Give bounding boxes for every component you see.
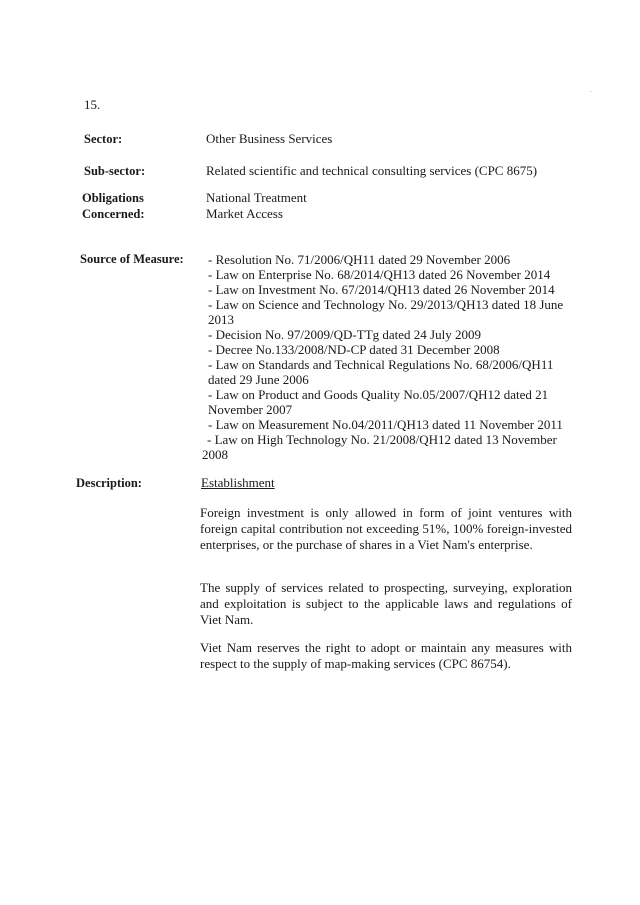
source-line: - Decree No.133/2008/ND-CP dated 31 December 2008 — [208, 342, 500, 357]
source-line: - Law on Product and Goods Quality No.05/2007/QH12 dated 21 — [208, 387, 549, 402]
description-heading: Establishment — [201, 475, 275, 490]
entry-number: 15. — [84, 97, 101, 112]
sector-label: Sector: — [84, 132, 123, 146]
obligations-label-line2: Concerned: — [82, 207, 145, 221]
obligations-label — [82, 190, 145, 222]
obligations-values — [206, 190, 307, 222]
description-paragraph: Viet Nam reserves the right to adopt or maintain any measures with respect to the supply of map-making services (CPC 86754). — [200, 640, 572, 671]
source-line: - Law on Investment No. 67/2014/QH13 dated 26 November 2014 — [208, 282, 555, 297]
sub-sector-value: Related scientific and technical consulting services (CPC 8675) — [206, 163, 538, 178]
source-line: dated 29 June 2006 — [208, 372, 309, 387]
obligation-item: National Treatment — [206, 190, 307, 205]
source-line: - Law on High Technology No. 21/2008/QH12 dated 13 November — [207, 432, 557, 447]
obligation-item: Market Access — [206, 206, 283, 221]
source-line: 2008 — [202, 447, 228, 462]
source-of-measure-list — [202, 252, 582, 462]
source-line: - Law on Measurement No.04/2011/QH13 dated 11 November 2011 — [208, 417, 563, 432]
source-line: November 2007 — [208, 402, 293, 417]
description-paragraph: The supply of services related to prospecting, surveying, exploration and exploitation is subject to the applicable laws and regulations of Viet Nam. — [200, 580, 572, 627]
sub-sector-label: Sub-sector: — [84, 164, 146, 178]
source-of-measure-label: Source of Measure: — [80, 252, 184, 266]
description-label: Description: — [76, 476, 142, 490]
source-line: - Law on Science and Technology No. 29/2013/QH13 dated 18 June — [208, 297, 564, 312]
source-line: - Law on Enterprise No. 68/2014/QH13 dated 26 November 2014 — [208, 267, 551, 282]
description-paragraph: Foreign investment is only allowed in form of joint ventures with foreign capital contribution not exceeding 51%, 100% foreign-invested enterprises, or the purchase of shares in a Viet Nam's enterprise. — [200, 505, 572, 552]
scan-speck — [590, 91, 591, 92]
source-line: 2013 — [208, 312, 234, 327]
sector-value: Other Business Services — [206, 131, 333, 146]
source-line: - Law on Standards and Technical Regulations No. 68/2006/QH11 — [208, 357, 554, 372]
obligations-label-line1: Obligations — [82, 191, 144, 205]
source-line: - Decision No. 97/2009/QD-TTg dated 24 July 2009 — [208, 327, 481, 342]
source-line: - Resolution No. 71/2006/QH11 dated 29 November 2006 — [208, 252, 511, 267]
